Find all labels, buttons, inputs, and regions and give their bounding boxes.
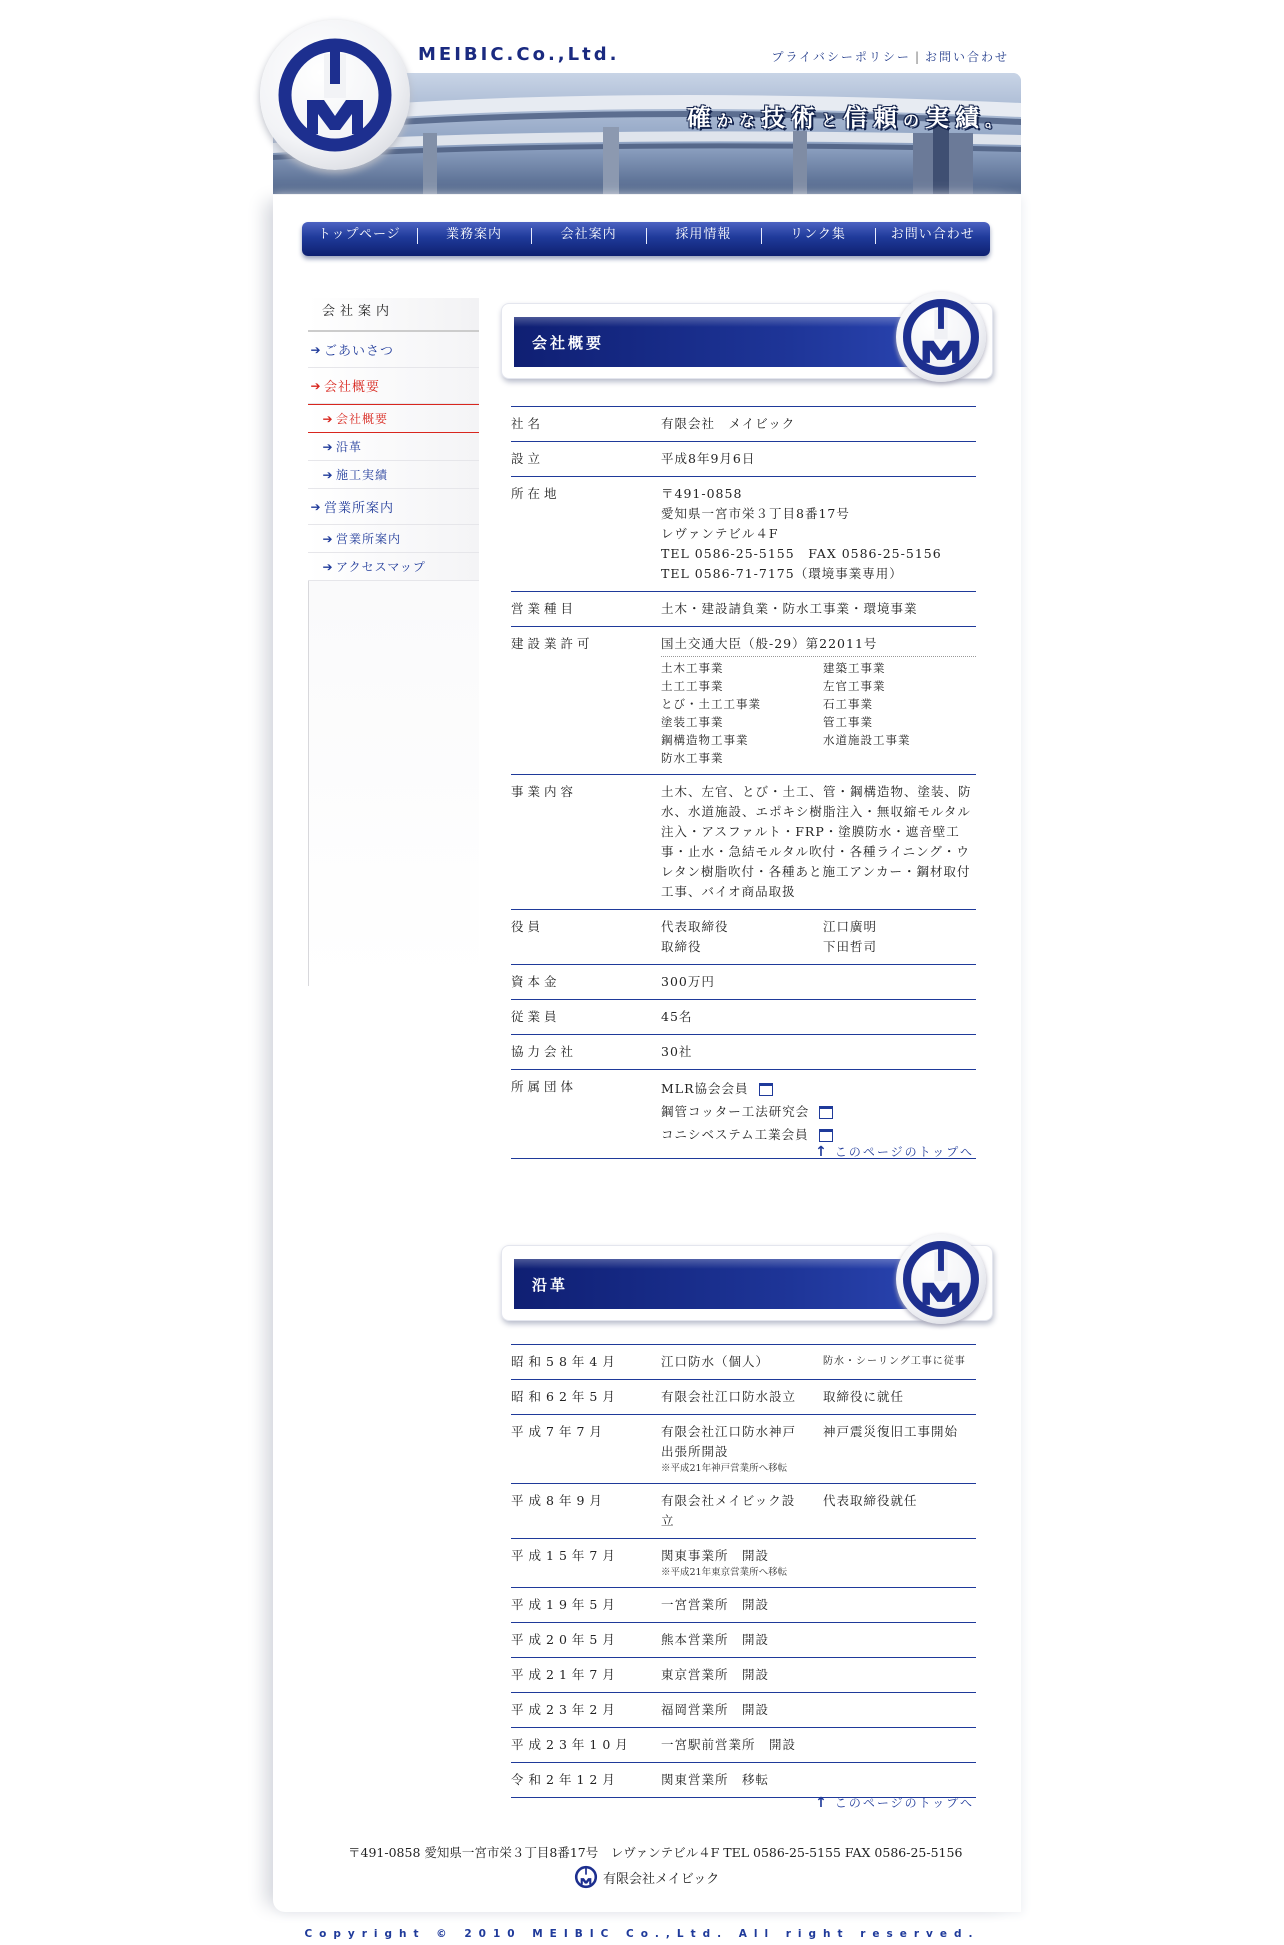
history-row	[511, 1588, 976, 1623]
history-remark: 取締役に就任	[823, 1389, 905, 1404]
sidebar	[308, 298, 479, 986]
license-list: 土木工事業 建築工事業 土工工事業 左官工事業 とび・土工工事業 石工事業 塗装工事業 管工事業 鋼構造物工事業 水道施設工事業 防水工事業	[661, 661, 911, 765]
history-remark: 代表取締役就任	[823, 1493, 918, 1508]
arrow-up-icon: ↑	[815, 1795, 829, 1811]
table-row: 協力会社 30社	[511, 1035, 976, 1070]
history-date: 昭和58年4月	[511, 1345, 661, 1380]
history-date: 平成8年9月	[511, 1484, 661, 1539]
history-row	[511, 1728, 976, 1763]
arrow-right-icon: ➔	[322, 559, 334, 574]
section-header-overview	[501, 303, 993, 379]
nav-recruit[interactable]: 採用情報	[646, 222, 761, 256]
history-date: 平成23年2月	[511, 1693, 661, 1728]
section-header-history	[501, 1245, 993, 1321]
history-event: 東京営業所 開設	[661, 1667, 770, 1682]
history-detail	[661, 1763, 976, 1798]
history-remark	[823, 1735, 976, 1755]
history-remark	[823, 1595, 976, 1615]
group-link-cotter[interactable]: 鋼管コッター工法研究会	[661, 1100, 976, 1123]
nav-services[interactable]: 業務案内	[417, 222, 532, 256]
global-nav	[302, 222, 990, 256]
history-note: ※平成21年神戸営業所へ移転	[661, 1463, 788, 1474]
history-event: 一宮駅前営業所 開設	[661, 1737, 797, 1752]
sidebar-subitem-overview[interactable]: ➔ 会社概要	[308, 404, 479, 433]
page-container	[273, 0, 1021, 1912]
address-cell: 〒491-0858 愛知県一宮市栄３丁目8番17号 レヴァンテビル４F TEL 0586-25-5155 FAX 0586-25-5156 TEL 0586-71-7175（環境事業専用）	[661, 477, 976, 592]
history-date: 昭和62年5月	[511, 1380, 661, 1415]
nav-top[interactable]: トップページ	[317, 227, 401, 242]
table-row: 建設業許可 国土交通大臣（般-29）第22011号 土木工事業 建築工事業 土工工事業 左官工事業 とび・土工工事業 石工事業 塗装工事業 管工事業 鋼構造物工事業 水道施設工事業 防水工事業	[511, 627, 976, 775]
history-remark: 防水・シーリング工事に従事	[823, 1356, 966, 1367]
meibic-logo-icon	[274, 34, 396, 156]
history-detail	[661, 1693, 976, 1728]
table-row: 社名 有限会社 メイビック	[511, 407, 976, 442]
external-window-icon	[819, 1129, 833, 1142]
table-row: 事業内容 土木、左官、とび・土工、管・鋼構造物、塗装、防水、水道施設、エポキシ樹脂注入・無収縮モルタル注入・アスファルト・FRP・塗膜防水・遮音壁工事・止水・急結モルタル吹付・各種ライニング・ウレタン樹脂吹付・各種あと施工アンカー・鋼材取付工事、バイオ商品取扱	[511, 775, 976, 910]
group-link-konishi[interactable]: コニシベステム工業会員	[661, 1123, 976, 1146]
history-event: 熊本営業所 開設	[661, 1632, 770, 1647]
history-detail	[661, 1380, 976, 1415]
external-window-icon	[759, 1083, 773, 1096]
footer-company: 有限会社メイビック	[573, 1864, 719, 1890]
table-row: 所在地 〒491-0858 愛知県一宮市栄３丁目8番17号 レヴァンテビル４F TEL 0586-25-5155 FAX 0586-25-5156 TEL 0586-71-7175（環境事業専用）	[511, 477, 976, 592]
table-row: 従業員 45名	[511, 1000, 976, 1035]
table-row: 所属団体 MLR協会会員 鋼管コッター工法研究会 コニシベステム工業会員	[511, 1070, 976, 1159]
history-detail	[661, 1728, 976, 1763]
arrow-up-icon: ↑	[815, 1144, 829, 1160]
officers-cell: 代表取締役 江口廣明 取締役 下田哲司	[661, 910, 976, 965]
history-date: 平成19年5月	[511, 1588, 661, 1623]
history-date: 平成21年7月	[511, 1658, 661, 1693]
sidebar-subitem-access[interactable]: ➔ アクセスマップ	[308, 553, 479, 581]
history-detail	[661, 1623, 976, 1658]
external-window-icon	[819, 1106, 833, 1119]
history-detail	[661, 1658, 976, 1693]
group-link-mlr[interactable]: MLR協会会員	[661, 1077, 976, 1100]
history-remark	[823, 1630, 976, 1650]
history-event: 有限会社江口防水設立	[661, 1389, 797, 1404]
sidebar-subitem-offices[interactable]: ➔ 営業所案内	[308, 525, 479, 553]
history-row	[511, 1345, 976, 1380]
history-date: 平成15年7月	[511, 1539, 661, 1588]
history-row	[511, 1484, 976, 1539]
table-row: 資本金 300万円	[511, 965, 976, 1000]
history-date: 平成23年10月	[511, 1728, 661, 1763]
nav-company[interactable]: 会社案内	[531, 222, 646, 256]
arrow-right-icon: ➔	[322, 439, 334, 454]
history-detail	[661, 1345, 976, 1380]
brand-name: MEIBIC.Co.,Ltd.	[418, 44, 620, 65]
history-date: 令和2年12月	[511, 1763, 661, 1798]
section-logo-icon	[896, 292, 986, 382]
nav-contact[interactable]: お問い合わせ	[875, 222, 990, 256]
arrow-right-icon: ➔	[310, 378, 322, 393]
history-row	[511, 1693, 976, 1728]
history-event: 関東営業所 移転	[661, 1772, 770, 1787]
history-row	[511, 1658, 976, 1693]
company-overview-table	[511, 406, 976, 1159]
history-row	[511, 1415, 976, 1484]
back-to-top-link[interactable]: ↑ このページのトップへ	[815, 1144, 974, 1160]
history-detail	[661, 1588, 976, 1623]
section-title: 沿革	[532, 1276, 569, 1294]
history-detail	[661, 1415, 976, 1484]
section-logo-icon	[896, 1234, 986, 1324]
sidebar-subitem-history[interactable]: ➔ 沿革	[308, 433, 479, 461]
sidebar-item-offices[interactable]: ➔ 営業所案内	[308, 489, 479, 525]
history-event: 福岡営業所 開設	[661, 1702, 770, 1717]
arrow-right-icon: ➔	[322, 411, 334, 426]
top-links: プライバシーポリシー | お問い合わせ	[771, 50, 1009, 64]
history-event: 江口防水（個人）	[661, 1354, 770, 1369]
history-date: 平成7年7月	[511, 1415, 661, 1484]
sidebar-item-overview[interactable]: ➔ 会社概要	[308, 368, 479, 404]
history-table	[511, 1344, 976, 1798]
sidebar-title: 会社案内	[308, 298, 479, 332]
history-event: 関東事業所 開設	[661, 1548, 770, 1563]
history-detail	[661, 1484, 976, 1539]
arrow-right-icon: ➔	[322, 467, 334, 482]
copyright: Copyright © 2010 MEIBIC Co.,Ltd. All right reserved.	[304, 1928, 980, 1940]
sidebar-item-greeting[interactable]: ➔ ごあいさつ	[308, 332, 479, 368]
table-row: 設立 平成8年9月6日	[511, 442, 976, 477]
footer-address: 〒491-0858 愛知県一宮市栄３丁目8番17号 レヴァンテビル４F TEL 0586-25-5155 FAX 0586-25-5156	[348, 1845, 963, 1860]
history-remark	[823, 1665, 976, 1685]
history-remark	[823, 1770, 976, 1790]
meibic-logo-icon	[573, 1864, 599, 1890]
history-row	[511, 1763, 976, 1798]
license-cell: 国土交通大臣（般-29）第22011号 土木工事業 建築工事業 土工工事業 左官工事業 とび・土工工事業 石工事業 塗装工事業 管工事業 鋼構造物工事業 水道施設工事業 防水工事業	[661, 627, 976, 775]
privacy-policy-link[interactable]: プライバシーポリシー	[771, 50, 911, 64]
history-detail	[661, 1539, 976, 1588]
arrow-right-icon: ➔	[310, 342, 322, 357]
history-row	[511, 1539, 976, 1588]
table-row: 役員 代表取締役 江口廣明 取締役 下田哲司	[511, 910, 976, 965]
back-to-top-link[interactable]: ↑ このページのトップへ	[815, 1795, 974, 1811]
history-row	[511, 1380, 976, 1415]
section-title: 会社概要	[532, 334, 605, 352]
history-note: ※平成21年東京営業所へ移転	[661, 1567, 788, 1578]
table-row: 営業種目 土木・建設請負業・防水工事業・環境事業	[511, 592, 976, 627]
arrow-right-icon: ➔	[310, 499, 322, 514]
contact-link[interactable]: お問い合わせ	[924, 50, 1009, 64]
sidebar-subitem-works[interactable]: ➔ 施工実績	[308, 461, 479, 489]
history-event: 有限会社メイビック設立	[661, 1493, 796, 1528]
history-remark: 神戸震災復旧工事開始	[823, 1424, 959, 1439]
sidebar-filler	[308, 581, 479, 986]
history-remark	[823, 1700, 976, 1720]
nav-links[interactable]: リンク集	[761, 222, 876, 256]
history-event: 一宮営業所 開設	[661, 1597, 770, 1612]
history-remark	[823, 1546, 976, 1580]
arrow-right-icon: ➔	[322, 531, 334, 546]
banner-tagline: 確かな技術と信頼の実績。	[686, 103, 1007, 132]
history-date: 平成20年5月	[511, 1623, 661, 1658]
company-logo[interactable]	[260, 20, 410, 170]
history-event: 有限会社江口防水神戸出張所開設	[661, 1424, 797, 1459]
history-row	[511, 1623, 976, 1658]
